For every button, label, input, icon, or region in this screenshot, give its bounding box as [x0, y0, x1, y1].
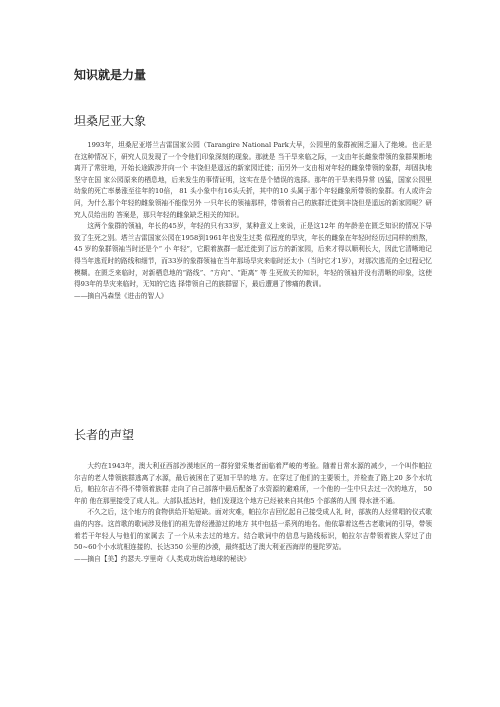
section-body-elephants — [74, 140, 432, 302]
section-heading-elders: 长者的声望 — [74, 428, 135, 442]
attribution: ——摘自冯森堡《进击的智人》 — [74, 291, 168, 300]
paragraph: 这两个象群的领袖，年长的45岁，年轻的只有33岁，某种意义上来说，正是这12年 的年龄差在匮乏知识的情况下导致了生死之别。塔兰吉雷国家公园在1958到1961年也发生过类 似程度的旱灾，年长的雌象在年轻时经历过同样的煎熬，45 岁的象群领袖当时还是个“ 小 年轻”，它跟着族群一起迁徙到了远方的新家园，后来才得以顺利长大，因此它清晰地记得当年逃荒时的路线和细节，而33岁的象群领袖在当年那场旱灾来临时还太小（当时它才1岁），对那次逃荒的全过程记忆模糊。在匮乏来临时，对新栖息地的“路线”、“方向”、“距离” 等 生死攸关的知识，年轻的领袖并没有清晰的印象，这使得93年的旱灾来临时，无知的它选 择带领自己的族群留下，最后遭遇了惨痛的教训。 — [74, 222, 432, 289]
section-body-elders — [74, 461, 432, 565]
page-title: 知识就是力量 — [74, 68, 147, 82]
paragraph: 1993年，坦桑尼亚塔兰吉雷国家公园（Tarangire National Park大早，公园里的象群被困乏逼入了绝境。也正是在这种情况下，研究人员发现了一个令他们印象深刻的现象。那就是 当干旱来临之际，一支由年长雌象带领的象群果断地离开了常驻地，开始长途跋涉并向一个 丰饶但是遥远的新家园迁徙；而另外一支由相对年轻的雌象带领的象群，却固执地坚守在国 家公园原来的栖息地，后来发生的事情证明，这实在是个错误的选择。那年的干旱来得异常 凶猛，国家公园里幼象的死亡率暴涨至往年的10倍， 81 头小象中有16头夭折，其中的10 头属于那个年轻雌象所带领的象群。有人或许会问，为什么那个年轻的雌象领袖不能像另外 一只年长的领袖那样，带领着自己的族群迁徙到丰饶但是遥远的新家园呢？研究人员给出的 答案是，那只年轻的雌象缺乏相关的知识。 — [74, 141, 432, 219]
paragraph: 不久之后，这个地方的食物供给开始短缺。面对灾难，帕拉尔吉回忆起自己接受成人礼 时，部族的人经常唱的仪式歌曲的内容。这首歌的歌词涉及他们的祖先曾经漫游过的地方 其中包括一系列的地名。他依靠着这些古老歌词的引导，带领着若干年轻人与他们的家属去 了一个从未去过的地方。结合歌词中的信息与路线标识，帕拉尔吉带领着族人穿过了由 50~60个小水坑相连接的、长达350 公里的沙漠，最终抵达了澳大利亚西海岸的曼陀罗站。 — [74, 508, 432, 552]
section-heading-elephants: 坦桑尼亚大象 — [74, 114, 147, 128]
paragraph: 大约在1943年，澳大利亚西部沙漠地区的一群狩猎采集者面临着严峻的考验。随着日常水源的减少，一个叫作帕拉尔吉的老人带领族群逃离了水源，最后被困在了更加干旱的地 方。在穿过了他们的主要领土，并检查了路上20 多个水坑后，帕拉尔吉不得不带领着族群 走向了自己部落中最后配备了水资源的避难所，一个他的一生中只去过一次的地方， 50 年前 他在那里接受了成人礼。大部队抵达时，他们发现这个地方已经被来自其他5 个部落的人围 得水泄不通。 — [74, 462, 432, 505]
attribution: ——摘自【美】约瑟夫.亨里奇《人类成功统治地球的秘诀》 — [74, 554, 250, 563]
